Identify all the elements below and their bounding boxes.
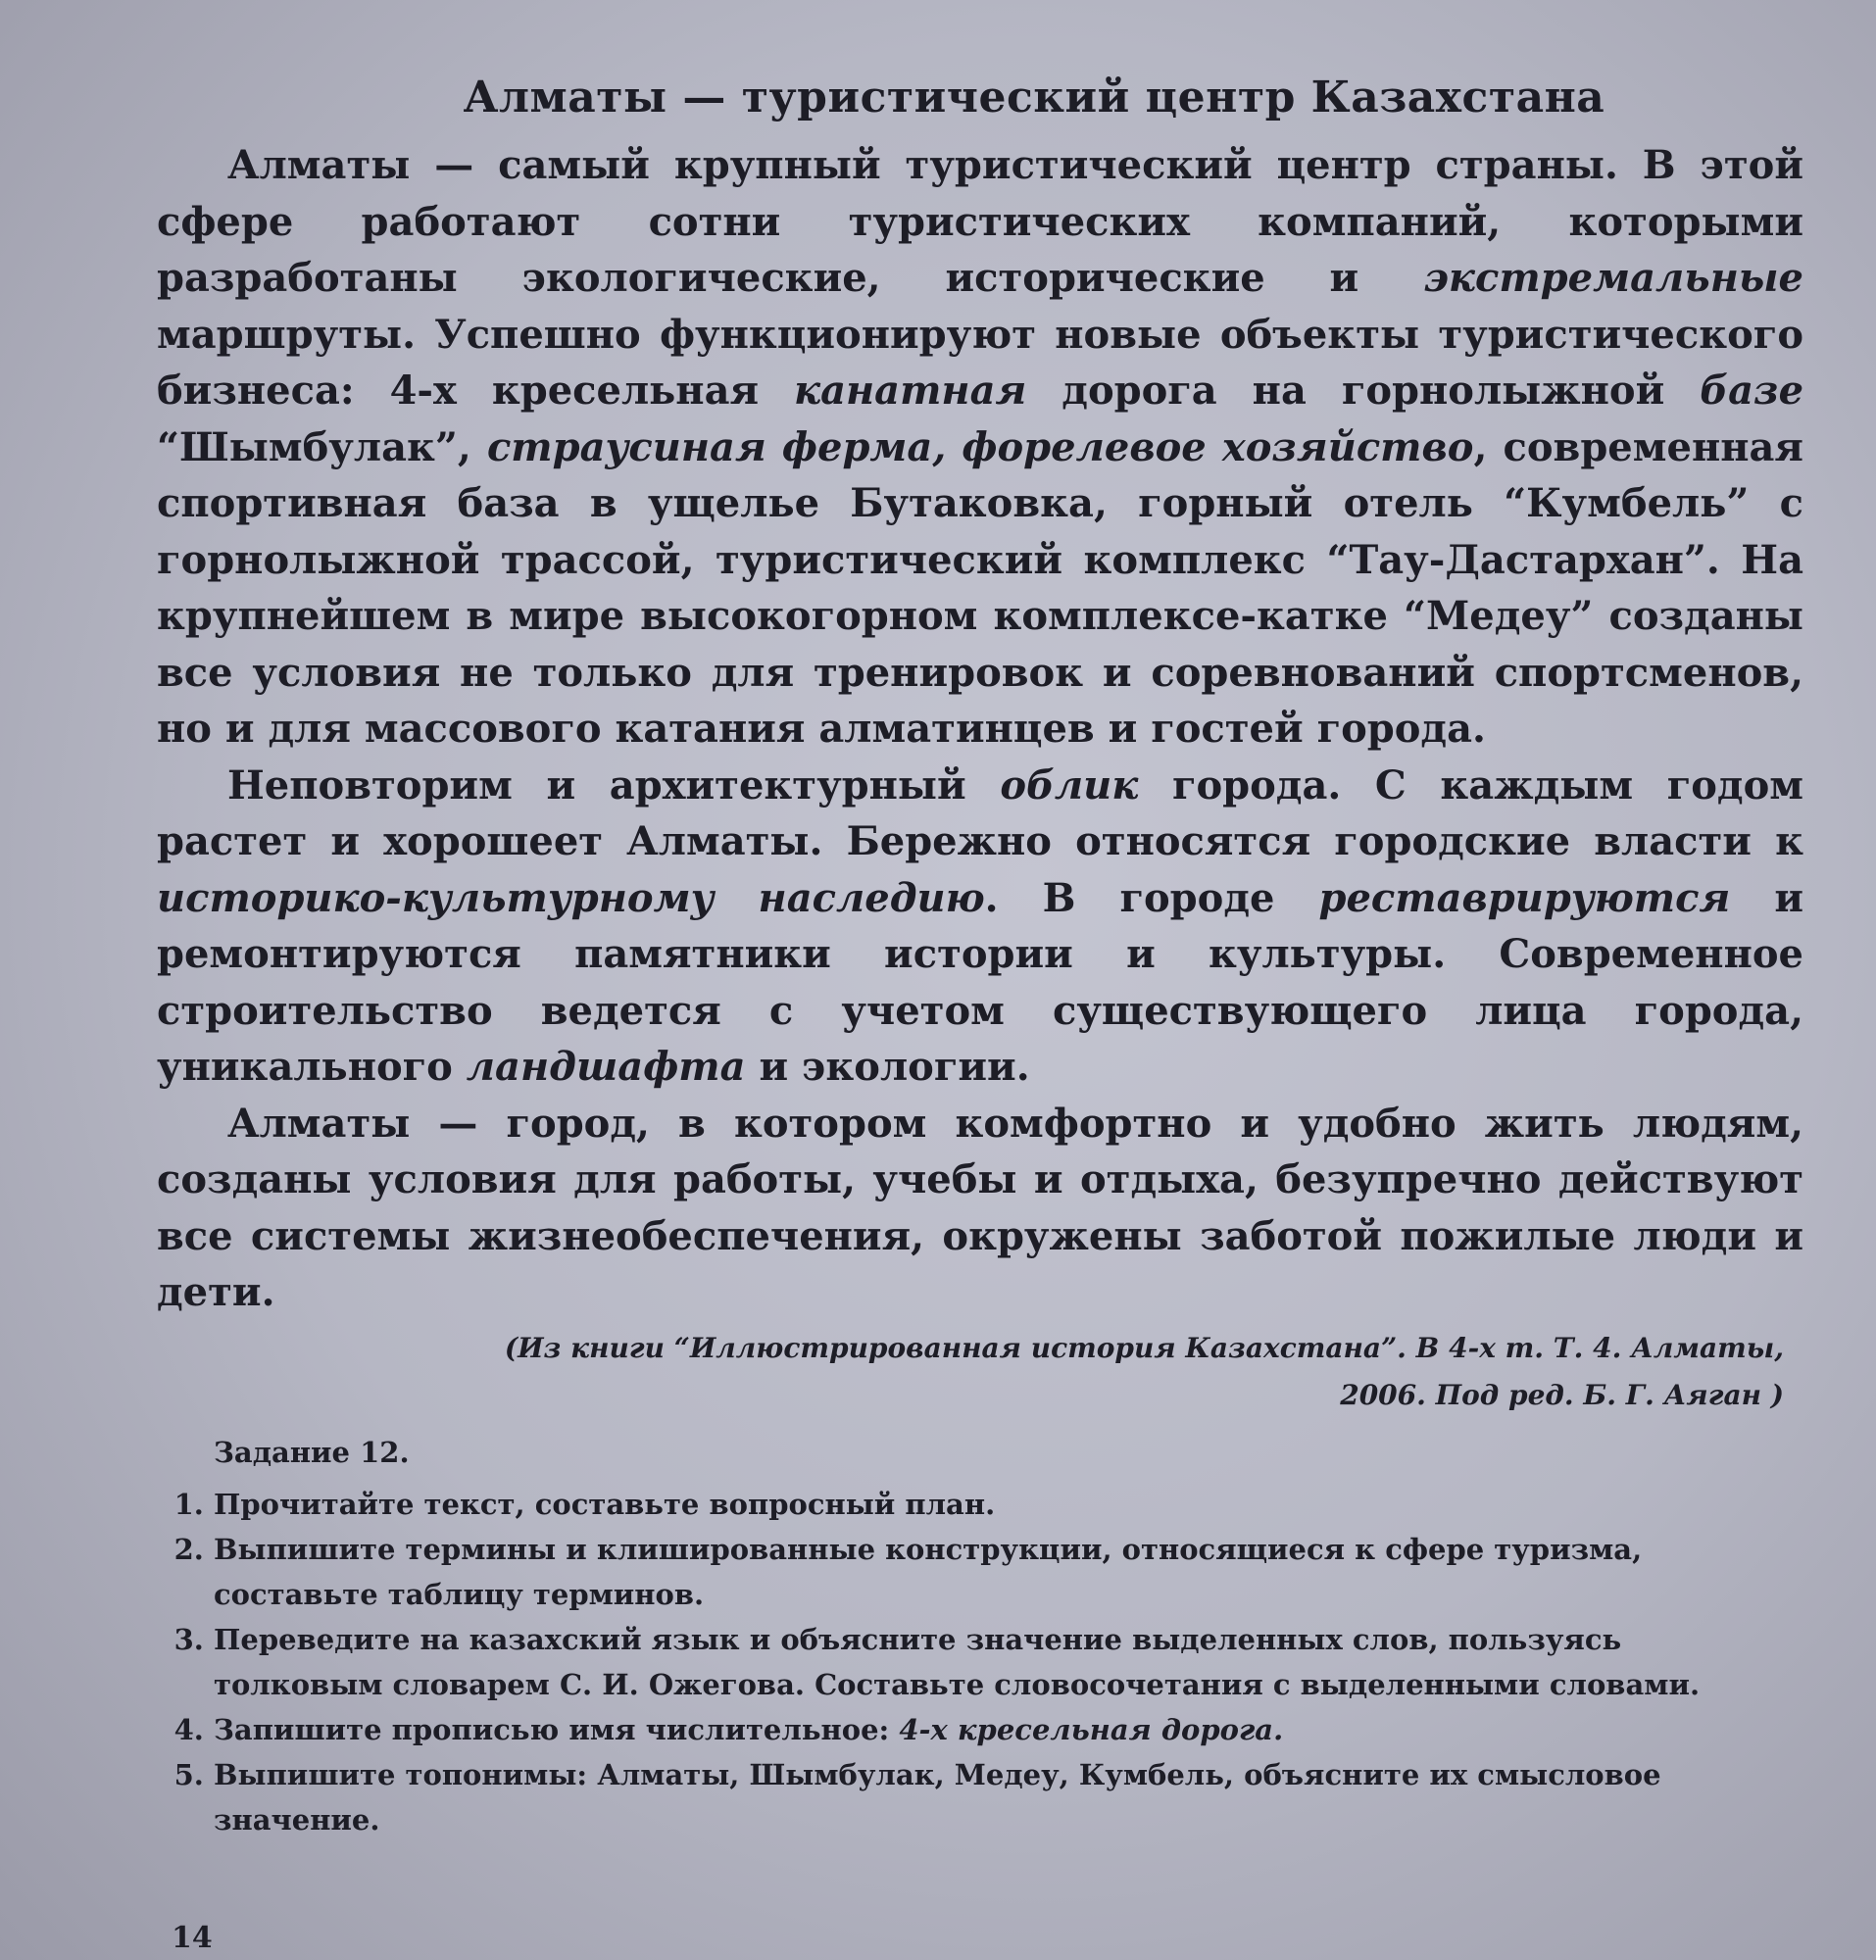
source-line-1: (Из книги “Иллюстрированная история Казахстана”. В 4-х т. Т. 4. Алматы, (504, 1331, 1784, 1364)
text-segment: Запишите прописью имя числительное: (214, 1712, 900, 1746)
text-segment: и ремонтируются памятники истории и культуры. Современное строительство ведется с учетом существующего лица города, уникального (157, 874, 1804, 1090)
text-segment: дорога на горнолыжной (1026, 368, 1701, 414)
highlighted-term: реставрируются (1318, 874, 1731, 921)
highlighted-term: базе (1700, 368, 1804, 414)
source-citation (157, 1325, 1803, 1419)
text-segment: и экологии. (745, 1044, 1030, 1090)
task-item (214, 1617, 1784, 1707)
highlighted-term: 4-х кресельная дорога. (899, 1712, 1284, 1746)
task-item (214, 1752, 1784, 1842)
page-title: Алматы — туристический центр Казахстана (463, 73, 1605, 122)
task-list (157, 1482, 1803, 1842)
paragraph (157, 1096, 1803, 1321)
highlighted-term: ландшафта (466, 1044, 746, 1090)
text-segment: маршруты. Успешно функционируют новые объекты туристического бизнеса: 4-х кресельная (157, 311, 1803, 414)
task-item (214, 1527, 1784, 1617)
text-segment: Прочитайте текст, составьте вопросный план. (214, 1487, 996, 1521)
text-segment: Выпишите топонимы: Алматы, Шымбулак, Медеу, Кумбель, объясните их смысловое значение. (214, 1757, 1661, 1837)
paragraph (157, 758, 1803, 1096)
paragraph (157, 137, 1803, 758)
highlighted-term: экстремальные (1423, 255, 1803, 301)
text-segment: . В городе (984, 874, 1319, 921)
task-heading: Задание 12. (214, 1435, 410, 1469)
text-segment: Алматы — самый крупный туристический центр страны. В этой сфере работают сотни туристических компаний, которыми разработаны экологические, исторические и (157, 142, 1803, 301)
text-segment: Переведите на казахский язык и объясните значение выделенных слов, пользуясь толковым словарем С. И. Ожегова. Составьте словосочетания с выделенными словами. (214, 1622, 1701, 1701)
text-segment: Выпишите термины и клишированные конструкции, относящиеся к сфере туризма, составьте таблицу терминов. (214, 1532, 1643, 1611)
text-segment: Неповторим и архитектурный (227, 761, 1001, 808)
highlighted-term: страусиная ферма, форелевое хозяйство (486, 423, 1474, 470)
text-segment: “Шымбулак”, (157, 423, 487, 470)
task-item (214, 1707, 1784, 1752)
text-segment: , современная спортивная база в ущелье Бутаковка, горный отель “Кумбель” с горнолыжной трассой, туристический комплекс “Тау-Дастархан”. На крупнейшем в мире высокогорном комплексе-катке “Медеу” созданы все условия не только для тренировок и соревнований спортсменов, но и для массового катания алматинцев и гостей города. (157, 423, 1803, 752)
textbook-page (157, 59, 1803, 1842)
source-line-2: 2006. Под ред. Б. Г. Аяган ) (1340, 1378, 1784, 1411)
highlighted-term: облик (1000, 761, 1139, 808)
highlighted-term: историко-культурному наследию (157, 874, 985, 921)
page-number: 14 (172, 1921, 213, 1955)
article-body (157, 137, 1803, 1321)
highlighted-term: канатная (794, 368, 1027, 414)
task-item (214, 1482, 1784, 1527)
text-segment: города. С каждым годом растет и хорошеет Алматы. Бережно относятся городские власти к (157, 761, 1803, 864)
text-segment: Алматы — город, в котором комфортно и удобно жить людям, созданы условия для работы, учебы и отдыха, безупречно действуют все системы жизнеобеспечения, окружены заботой пожилые люди и дети. (157, 1100, 1803, 1315)
